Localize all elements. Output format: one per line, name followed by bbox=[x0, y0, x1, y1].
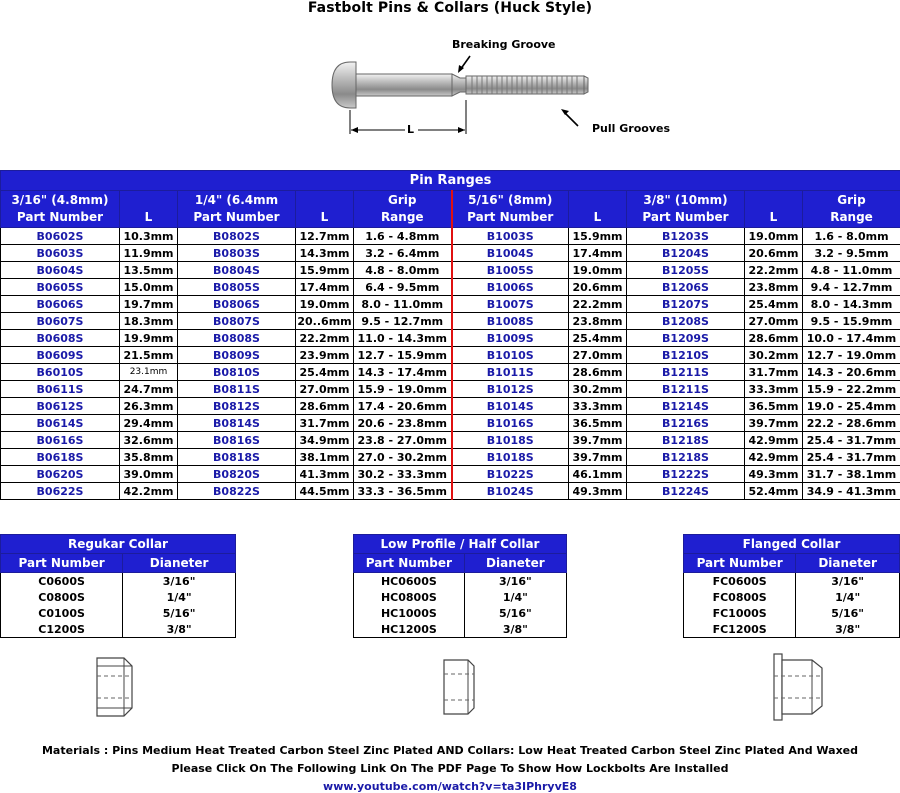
length-cell: 41.3mm bbox=[296, 466, 354, 483]
collar-part-number: FC0800S bbox=[684, 589, 796, 605]
length-cell: 15.9mm bbox=[296, 262, 354, 279]
part-number-cell: B1209S bbox=[627, 330, 745, 347]
collar-part-number: FC0600S bbox=[684, 573, 796, 590]
part-number-cell: B1010S bbox=[452, 347, 569, 364]
collar-diameter: 1/4" bbox=[464, 589, 566, 605]
part-number-cell: B1008S bbox=[452, 313, 569, 330]
collar-part-number: C1200S bbox=[1, 621, 123, 638]
table-row bbox=[1, 296, 900, 313]
part-number-cell: B1018S bbox=[452, 449, 569, 466]
table-row bbox=[1, 605, 236, 621]
length-cell: 42.9mm bbox=[745, 449, 803, 466]
length-cell: 31.7mm bbox=[745, 364, 803, 381]
part-number-cell: B1006S bbox=[452, 279, 569, 296]
grip-range-cell: 25.4 - 31.7mm bbox=[803, 449, 900, 466]
table-row bbox=[684, 621, 900, 638]
table-row bbox=[1, 573, 236, 590]
grip-range-cell: 1.6 - 4.8mm bbox=[354, 228, 452, 245]
part-number-cell: B0804S bbox=[178, 262, 296, 279]
length-cell: 20..6mm bbox=[296, 313, 354, 330]
grip-range-cell: 4.8 - 11.0mm bbox=[803, 262, 900, 279]
grip-range-cell: 25.4 - 31.7mm bbox=[803, 432, 900, 449]
collar-part-header: Part Number bbox=[354, 554, 465, 573]
pin-tip bbox=[584, 76, 588, 94]
length-cell: 36.5mm bbox=[745, 398, 803, 415]
length-cell: 35.8mm bbox=[120, 449, 178, 466]
length-cell: 12.7mm bbox=[296, 228, 354, 245]
table-row bbox=[1, 245, 900, 262]
collar-diameter: 5/16" bbox=[796, 605, 900, 621]
header-size-3: 5/16" (8mm) Part Number bbox=[452, 191, 569, 228]
pin-ranges-table bbox=[0, 170, 900, 500]
regular-collar-drawing bbox=[92, 652, 142, 722]
length-cell: 49.3mm bbox=[569, 483, 627, 500]
part-number-cell: B0616S bbox=[1, 432, 120, 449]
part-number-cell: B1005S bbox=[452, 262, 569, 279]
regular-collar-table bbox=[0, 534, 236, 638]
pin-head bbox=[332, 62, 356, 108]
length-cell: 42.9mm bbox=[745, 432, 803, 449]
length-cell: 27.0mm bbox=[569, 347, 627, 364]
part-number-cell: B1012S bbox=[452, 381, 569, 398]
length-cell: 34.9mm bbox=[296, 432, 354, 449]
length-cell: 28.6mm bbox=[296, 398, 354, 415]
length-cell: 15.9mm bbox=[569, 228, 627, 245]
grip-range-cell: 19.0 - 25.4mm bbox=[803, 398, 900, 415]
low-profile-collar-table bbox=[353, 534, 567, 638]
pull-grooves-label: Pull Grooves bbox=[592, 122, 670, 135]
part-number-cell: B0602S bbox=[1, 228, 120, 245]
table-row bbox=[354, 605, 567, 621]
grip-range-cell: 10.0 - 17.4mm bbox=[803, 330, 900, 347]
table-row bbox=[1, 589, 236, 605]
length-cell: 36.5mm bbox=[569, 415, 627, 432]
pin-diagram bbox=[320, 30, 680, 142]
grip-range-cell: 31.7 - 38.1mm bbox=[803, 466, 900, 483]
collar-diameter: 5/16" bbox=[123, 605, 236, 621]
header-l-4: L bbox=[745, 191, 803, 228]
part-number-cell: B1205S bbox=[627, 262, 745, 279]
part-number-cell: B1224S bbox=[627, 483, 745, 500]
collar-diameter-header: Dianeter bbox=[464, 554, 566, 573]
part-number-cell: B0611S bbox=[1, 381, 120, 398]
part-number-cell: B0612S bbox=[1, 398, 120, 415]
length-cell: 33.3mm bbox=[569, 398, 627, 415]
table-row bbox=[1, 398, 900, 415]
part-number-cell: B0604S bbox=[1, 262, 120, 279]
grip-range-cell: 12.7 - 19.0mm bbox=[803, 347, 900, 364]
length-cell: 17.4mm bbox=[296, 279, 354, 296]
collar-part-number: C0800S bbox=[1, 589, 123, 605]
part-number-cell: B1024S bbox=[452, 483, 569, 500]
header-size-4: 3/8" (10mm) Part Number bbox=[627, 191, 745, 228]
length-cell: 10.3mm bbox=[120, 228, 178, 245]
collar-diameter: 3/8" bbox=[464, 621, 566, 638]
part-number-cell: B0803S bbox=[178, 245, 296, 262]
youtube-link[interactable]: www.youtube.com/watch?v=ta3IPhryvE8 bbox=[323, 780, 577, 793]
length-cell: 23.8mm bbox=[569, 313, 627, 330]
part-number-cell: B0811S bbox=[178, 381, 296, 398]
part-number-cell: B0608S bbox=[1, 330, 120, 347]
part-number-cell: B1222S bbox=[627, 466, 745, 483]
length-cell: 25.4mm bbox=[745, 296, 803, 313]
length-cell: 27.0mm bbox=[745, 313, 803, 330]
length-cell: 31.7mm bbox=[296, 415, 354, 432]
length-cell: 11.9mm bbox=[120, 245, 178, 262]
part-number-cell: B1216S bbox=[627, 415, 745, 432]
table-row bbox=[1, 381, 900, 398]
part-number-cell: B0609S bbox=[1, 347, 120, 364]
length-cell: 23.1mm bbox=[120, 364, 178, 381]
header-grip-1: Grip Range bbox=[354, 191, 452, 228]
part-number-cell: B0605S bbox=[1, 279, 120, 296]
grip-range-cell: 3.2 - 6.4mm bbox=[354, 245, 452, 262]
table-row bbox=[354, 589, 567, 605]
grip-range-cell: 23.8 - 27.0mm bbox=[354, 432, 452, 449]
length-cell: 30.2mm bbox=[569, 381, 627, 398]
length-cell: 30.2mm bbox=[745, 347, 803, 364]
grip-range-cell: 9.5 - 15.9mm bbox=[803, 313, 900, 330]
part-number-cell: B0614S bbox=[1, 415, 120, 432]
length-cell: 39.7mm bbox=[569, 449, 627, 466]
part-number-cell: B1011S bbox=[452, 364, 569, 381]
table-row bbox=[1, 313, 900, 330]
pin-pull-section bbox=[466, 76, 584, 94]
part-number-cell: B1210S bbox=[627, 347, 745, 364]
part-number-cell: B0807S bbox=[178, 313, 296, 330]
collar-diameter: 3/16" bbox=[464, 573, 566, 590]
collar-diameter: 3/16" bbox=[796, 573, 900, 590]
table-row bbox=[1, 466, 900, 483]
length-cell: 33.3mm bbox=[745, 381, 803, 398]
instruction-note: Please Click On The Following Link On The PDF Page To Show How Lockbolts Are Installed bbox=[0, 762, 900, 775]
collar-diameter-header: Dianeter bbox=[123, 554, 236, 573]
part-number-cell: B0814S bbox=[178, 415, 296, 432]
flanged-collar-drawing bbox=[770, 650, 830, 724]
length-cell: 15.0mm bbox=[120, 279, 178, 296]
breaking-groove-label: Breaking Groove bbox=[452, 38, 556, 51]
part-number-cell: B0812S bbox=[178, 398, 296, 415]
part-number-cell: B0802S bbox=[178, 228, 296, 245]
part-number-cell: B0805S bbox=[178, 279, 296, 296]
collar-diameter: 1/4" bbox=[796, 589, 900, 605]
part-number-cell: B0810S bbox=[178, 364, 296, 381]
length-cell: 44.5mm bbox=[296, 483, 354, 500]
length-cell: 25.4mm bbox=[569, 330, 627, 347]
table-row bbox=[1, 364, 900, 381]
grip-range-cell: 33.3 - 36.5mm bbox=[354, 483, 452, 500]
length-cell: 46.1mm bbox=[569, 466, 627, 483]
part-number-cell: B1022S bbox=[452, 466, 569, 483]
grip-range-cell: 14.3 - 20.6mm bbox=[803, 364, 900, 381]
part-number-cell: B1018S bbox=[452, 432, 569, 449]
part-number-cell: B0809S bbox=[178, 347, 296, 364]
part-number-cell: B1004S bbox=[452, 245, 569, 262]
length-cell: 42.2mm bbox=[120, 483, 178, 500]
part-number-cell: B1207S bbox=[627, 296, 745, 313]
part-number-cell: B1211S bbox=[627, 364, 745, 381]
part-number-cell: B1218S bbox=[627, 449, 745, 466]
part-number-cell: B0816S bbox=[178, 432, 296, 449]
flanged-collar-table bbox=[683, 534, 900, 638]
part-number-cell: B0820S bbox=[178, 466, 296, 483]
collar-part-number: C0100S bbox=[1, 605, 123, 621]
length-cell: 22.2mm bbox=[569, 296, 627, 313]
part-number-cell: B1206S bbox=[627, 279, 745, 296]
page-title: Fastbolt Pins & Collars (Huck Style) bbox=[0, 0, 900, 16]
length-cell: 19.0mm bbox=[745, 228, 803, 245]
length-cell: 13.5mm bbox=[120, 262, 178, 279]
materials-note: Materials : Pins Medium Heat Treated Carbon Steel Zinc Plated AND Collars: Low Heat Treated Carbon Steel Zinc Plated And Waxed bbox=[0, 744, 900, 757]
collar-part-number: C0600S bbox=[1, 573, 123, 590]
header-l-3: L bbox=[569, 191, 627, 228]
breaking-groove-shape bbox=[452, 74, 466, 96]
collar-diameter: 5/16" bbox=[464, 605, 566, 621]
length-cell: 39.0mm bbox=[120, 466, 178, 483]
part-number-cell: B0808S bbox=[178, 330, 296, 347]
low-profile-collar-drawing bbox=[436, 656, 482, 718]
collar-title: Flanged Collar bbox=[684, 535, 900, 554]
table-row bbox=[1, 279, 900, 296]
collar-part-number: HC0800S bbox=[354, 589, 465, 605]
grip-range-cell: 3.2 - 9.5mm bbox=[803, 245, 900, 262]
length-cell: 39.7mm bbox=[569, 432, 627, 449]
length-cell: 32.6mm bbox=[120, 432, 178, 449]
length-cell: 27.0mm bbox=[296, 381, 354, 398]
collar-part-number: FC1000S bbox=[684, 605, 796, 621]
part-number-cell: B0822S bbox=[178, 483, 296, 500]
grip-range-cell: 8.0 - 14.3mm bbox=[803, 296, 900, 313]
table-row bbox=[1, 432, 900, 449]
length-cell: 28.6mm bbox=[745, 330, 803, 347]
length-cell: 19.0mm bbox=[296, 296, 354, 313]
grip-range-cell: 17.4 - 20.6mm bbox=[354, 398, 452, 415]
length-cell: 28.6mm bbox=[569, 364, 627, 381]
collar-diameter: 3/16" bbox=[123, 573, 236, 590]
grip-range-cell: 4.8 - 8.0mm bbox=[354, 262, 452, 279]
length-cell: 22.2mm bbox=[296, 330, 354, 347]
header-size-2: 1/4" (6.4mm Part Number bbox=[178, 191, 296, 228]
collar-title: Low Profile / Half Collar bbox=[354, 535, 567, 554]
length-cell: 26.3mm bbox=[120, 398, 178, 415]
grip-range-cell: 22.2 - 28.6mm bbox=[803, 415, 900, 432]
part-number-cell: B1014S bbox=[452, 398, 569, 415]
part-number-cell: B1211S bbox=[627, 381, 745, 398]
part-number-cell: B0618S bbox=[1, 449, 120, 466]
header-l-2: L bbox=[296, 191, 354, 228]
collar-part-header: Part Number bbox=[684, 554, 796, 573]
grip-range-cell: 6.4 - 9.5mm bbox=[354, 279, 452, 296]
part-number-cell: B1003S bbox=[452, 228, 569, 245]
collar-part-header: Part Number bbox=[1, 554, 123, 573]
length-cell: 29.4mm bbox=[120, 415, 178, 432]
table-row bbox=[684, 573, 900, 590]
collar-diameter: 3/8" bbox=[796, 621, 900, 638]
part-number-cell: B0607S bbox=[1, 313, 120, 330]
part-number-cell: B1218S bbox=[627, 432, 745, 449]
length-cell: 18.3mm bbox=[120, 313, 178, 330]
part-number-cell: B1016S bbox=[452, 415, 569, 432]
collar-part-number: HC1000S bbox=[354, 605, 465, 621]
grip-range-cell: 8.0 - 11.0mm bbox=[354, 296, 452, 313]
pin-table-body bbox=[1, 228, 900, 500]
part-number-cell: B1203S bbox=[627, 228, 745, 245]
header-l-1: L bbox=[120, 191, 178, 228]
collar-part-number: HC1200S bbox=[354, 621, 465, 638]
part-number-cell: B1204S bbox=[627, 245, 745, 262]
length-cell: 25.4mm bbox=[296, 364, 354, 381]
grip-range-cell: 11.0 - 14.3mm bbox=[354, 330, 452, 347]
table-row bbox=[1, 621, 236, 638]
part-number-cell: B1208S bbox=[627, 313, 745, 330]
pin-shank bbox=[356, 74, 452, 96]
table-row bbox=[684, 605, 900, 621]
length-cell: 24.7mm bbox=[120, 381, 178, 398]
grip-range-cell: 34.9 - 41.3mm bbox=[803, 483, 900, 500]
collar-part-number: FC1200S bbox=[684, 621, 796, 638]
length-cell: 19.9mm bbox=[120, 330, 178, 347]
collar-diameter: 3/8" bbox=[123, 621, 236, 638]
collar-part-number: HC0600S bbox=[354, 573, 465, 590]
table-row bbox=[1, 228, 900, 245]
length-cell: 52.4mm bbox=[745, 483, 803, 500]
grip-range-cell: 20.6 - 23.8mm bbox=[354, 415, 452, 432]
table-row bbox=[1, 262, 900, 279]
length-cell: 19.7mm bbox=[120, 296, 178, 313]
collar-title: Regukar Collar bbox=[1, 535, 236, 554]
grip-range-cell: 15.9 - 22.2mm bbox=[803, 381, 900, 398]
part-number-cell: B0806S bbox=[178, 296, 296, 313]
grip-range-cell: 30.2 - 33.3mm bbox=[354, 466, 452, 483]
length-cell: 19.0mm bbox=[569, 262, 627, 279]
collar-diameter: 1/4" bbox=[123, 589, 236, 605]
collar-diameter-header: Dianeter bbox=[796, 554, 900, 573]
part-number-cell: B0622S bbox=[1, 483, 120, 500]
table-row bbox=[1, 347, 900, 364]
part-number-cell: B0818S bbox=[178, 449, 296, 466]
length-cell: 23.8mm bbox=[745, 279, 803, 296]
part-number-cell: B0620S bbox=[1, 466, 120, 483]
length-cell: 38.1mm bbox=[296, 449, 354, 466]
length-cell: 20.6mm bbox=[569, 279, 627, 296]
grip-range-cell: 1.6 - 8.0mm bbox=[803, 228, 900, 245]
length-cell: 20.6mm bbox=[745, 245, 803, 262]
grip-range-cell: 9.4 - 12.7mm bbox=[803, 279, 900, 296]
part-number-cell: B6010S bbox=[1, 364, 120, 381]
part-number-cell: B0606S bbox=[1, 296, 120, 313]
table-row bbox=[1, 483, 900, 500]
length-cell: 49.3mm bbox=[745, 466, 803, 483]
length-cell: 14.3mm bbox=[296, 245, 354, 262]
part-number-cell: B0603S bbox=[1, 245, 120, 262]
length-cell: 22.2mm bbox=[745, 262, 803, 279]
table-row bbox=[684, 589, 900, 605]
table-row bbox=[1, 330, 900, 347]
length-label: L bbox=[407, 123, 414, 136]
part-number-cell: B1007S bbox=[452, 296, 569, 313]
grip-range-cell: 9.5 - 12.7mm bbox=[354, 313, 452, 330]
pin-ranges-title: Pin Ranges bbox=[1, 171, 900, 191]
table-row bbox=[354, 621, 567, 638]
grip-range-cell: 12.7 - 15.9mm bbox=[354, 347, 452, 364]
length-cell: 21.5mm bbox=[120, 347, 178, 364]
header-size-1: 3/16" (4.8mm) Part Number bbox=[1, 191, 120, 228]
header-grip-2: Grip Range bbox=[803, 191, 900, 228]
grip-range-cell: 27.0 - 30.2mm bbox=[354, 449, 452, 466]
table-row bbox=[354, 573, 567, 590]
length-cell: 39.7mm bbox=[745, 415, 803, 432]
grip-range-cell: 15.9 - 19.0mm bbox=[354, 381, 452, 398]
length-cell: 17.4mm bbox=[569, 245, 627, 262]
length-cell: 23.9mm bbox=[296, 347, 354, 364]
part-number-cell: B1214S bbox=[627, 398, 745, 415]
part-number-cell: B1009S bbox=[452, 330, 569, 347]
table-row bbox=[1, 449, 900, 466]
grip-range-cell: 14.3 - 17.4mm bbox=[354, 364, 452, 381]
table-row bbox=[1, 415, 900, 432]
